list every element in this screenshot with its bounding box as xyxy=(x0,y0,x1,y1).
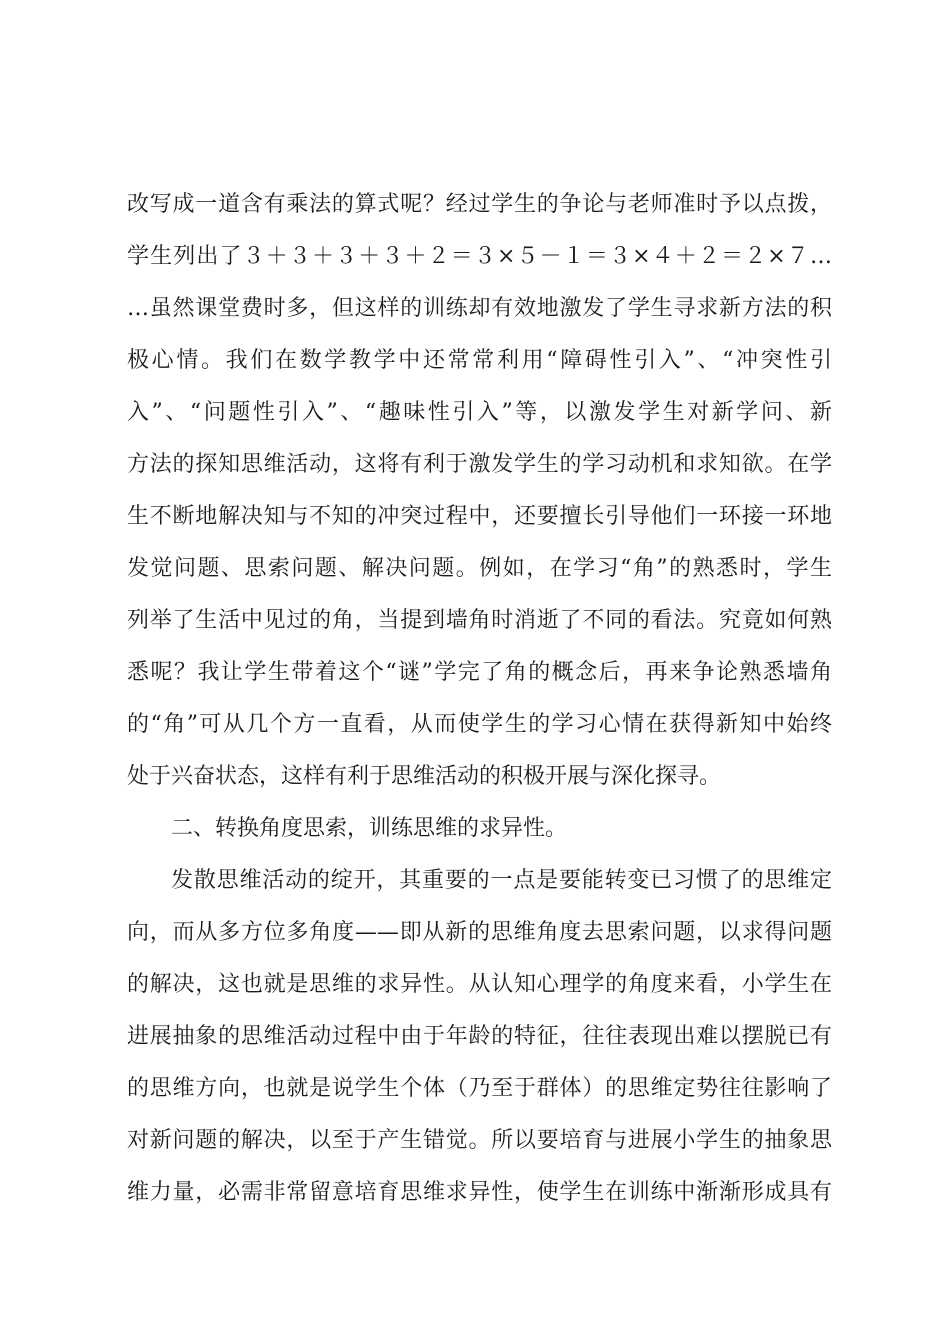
text-line: 的“角”可从几个方一直看，从而使学生的学习心情在获得新知中始终 xyxy=(127,712,832,737)
text-line: 进展抽象的思维活动过程中由于年龄的特征，往往表现出难以摆脱已有 xyxy=(127,1024,832,1049)
text-line: 生不断地解决知与不知的冲突过程中，还要擅长引导他们一环接一环地 xyxy=(127,504,832,529)
text-line: 学生列出了３＋３＋３＋３＋２＝３×５－１＝３×４＋２＝２×７… xyxy=(127,244,832,269)
text-line: 列举了生活中见过的角，当提到墙角时消逝了不同的看法。究竟如何熟 xyxy=(127,608,832,633)
text-line: 维力量，必需非常留意培育思维求异性，使学生在训练中渐渐形成具有 xyxy=(127,1180,832,1205)
text-line: 改写成一道含有乘法的算式呢？经过学生的争论与老师准时予以点拨， xyxy=(127,192,832,217)
text-line: 悉呢？我让学生带着这个“谜”学完了角的概念后，再来争论熟悉墙角 xyxy=(127,660,832,685)
text-line: 入”、“问题性引入”、“趣味性引入”等，以激发学生对新学问、新 xyxy=(127,400,832,425)
text-line: 的思维方向，也就是说学生个体（乃至于群体）的思维定势往往影响了 xyxy=(127,1076,832,1101)
text-line: 极心情。我们在数学教学中还常常利用“障碍性引入”、“冲突性引 xyxy=(127,348,832,373)
text-line: 对新问题的解决，以至于产生错觉。所以要培育与进展小学生的抽象思 xyxy=(127,1128,832,1153)
text-line: 向，而从多方位多角度——即从新的思维角度去思索问题，以求得问题 xyxy=(127,920,832,945)
section-heading: 二、转换角度思索，训练思维的求异性。 xyxy=(171,816,568,841)
text-line: 发觉问题、思索问题、解决问题。例如，在学习“角”的熟悉时，学生 xyxy=(127,556,832,581)
text-line: 处于兴奋状态，这样有利于思维活动的积极开展与深化探寻。 xyxy=(127,764,722,789)
text-line: 方法的探知思维活动，这将有利于激发学生的学习动机和求知欲。在学 xyxy=(127,452,832,477)
text-line: 的解决，这也就是思维的求异性。从认知心理学的角度来看，小学生在 xyxy=(127,972,832,997)
paragraph-first-line: 发散思维活动的绽开，其重要的一点是要能转变已习惯了的思维定 xyxy=(171,868,832,893)
text-line: …虽然课堂费时多，但这样的训练却有效地激发了学生寻求新方法的积 xyxy=(127,296,832,321)
